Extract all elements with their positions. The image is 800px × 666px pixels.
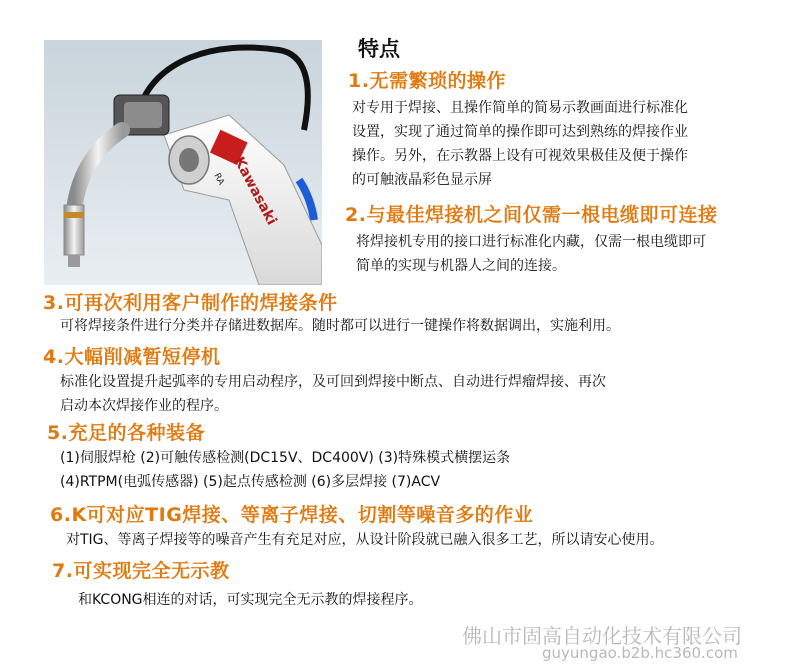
watermark-url: guyungao.b2b.hc360.com xyxy=(542,644,738,662)
feature-3-line-1: 可将焊接条件进行分类并存储进数据库。随时都可以进行一键操作将数据调出，实施利用。 xyxy=(60,318,620,334)
feature-6-line-1: 对TIG、等离子焊接等的噪音产生有充足对应，从设计阶段就已融入很多工艺，所以请安心使用。 xyxy=(66,532,664,548)
feature-4-line-1: 标准化设置提升起弧率的专用启动程序，及可回到焊接中断点、自动进行焊瘤焊接、再次 xyxy=(60,374,606,390)
feature-4-heading: 4.大幅削减暂短停机 xyxy=(43,346,221,368)
page-title: 特点 xyxy=(358,37,400,61)
robot-brand-text: Kawasaki xyxy=(230,154,280,228)
feature-7-line-1: 和KCONG相连的对话，可实现完全无示教的焊接程序。 xyxy=(78,592,423,608)
feature-4-line-2: 启动本次焊接作业的程序。 xyxy=(60,398,228,414)
robot-model-text: RA xyxy=(211,171,226,188)
feature-5-heading: 5.充足的各种装备 xyxy=(47,422,205,444)
feature-7-heading: 7.可实现完全无示教 xyxy=(52,560,230,582)
feature-6-heading: 6.K可对应TIG焊接、等离子焊接、切割等噪音多的作业 xyxy=(50,504,534,526)
feature-1-line-4: 的可触液晶彩色显示屏 xyxy=(352,172,492,188)
feature-2-heading: 2.与最佳焊接机之间仅需一根电缆即可连接 xyxy=(345,204,718,226)
feature-3-heading: 3.可再次利用客户制作的焊接条件 xyxy=(43,292,338,314)
robot-illustration xyxy=(44,40,322,285)
feature-1-line-3: 操作。另外，在示教器上设有可视效果极佳及便于操作 xyxy=(352,148,688,164)
feature-2-line-1: 将焊接机专用的接口进行标准化内藏，仅需一根电缆即可 xyxy=(356,234,706,250)
feature-1-line-1: 对专用于焊接、且操作简单的简易示教画面进行标准化 xyxy=(352,100,688,116)
feature-1-heading: 1.无需繁琐的操作 xyxy=(348,70,506,92)
feature-5-line-2: (4)RTPM(电弧传感器) (5)起点传感检测 (6)多层焊接 (7)ACV xyxy=(60,474,441,490)
robot-welding-image xyxy=(44,40,322,285)
watermark-company: 佛山市固高自动化技术有限公司 xyxy=(462,624,742,648)
feature-2-line-2: 简单的实现与机器人之间的连接。 xyxy=(356,258,566,274)
feature-1-line-2: 设置，实现了通过简单的操作即可达到熟练的焊接作业 xyxy=(352,124,688,140)
feature-5-line-1: (1)伺服焊枪 (2)可触传感检测(DC15V、DC400V) (3)特殊模式横摆运条 xyxy=(60,450,511,466)
